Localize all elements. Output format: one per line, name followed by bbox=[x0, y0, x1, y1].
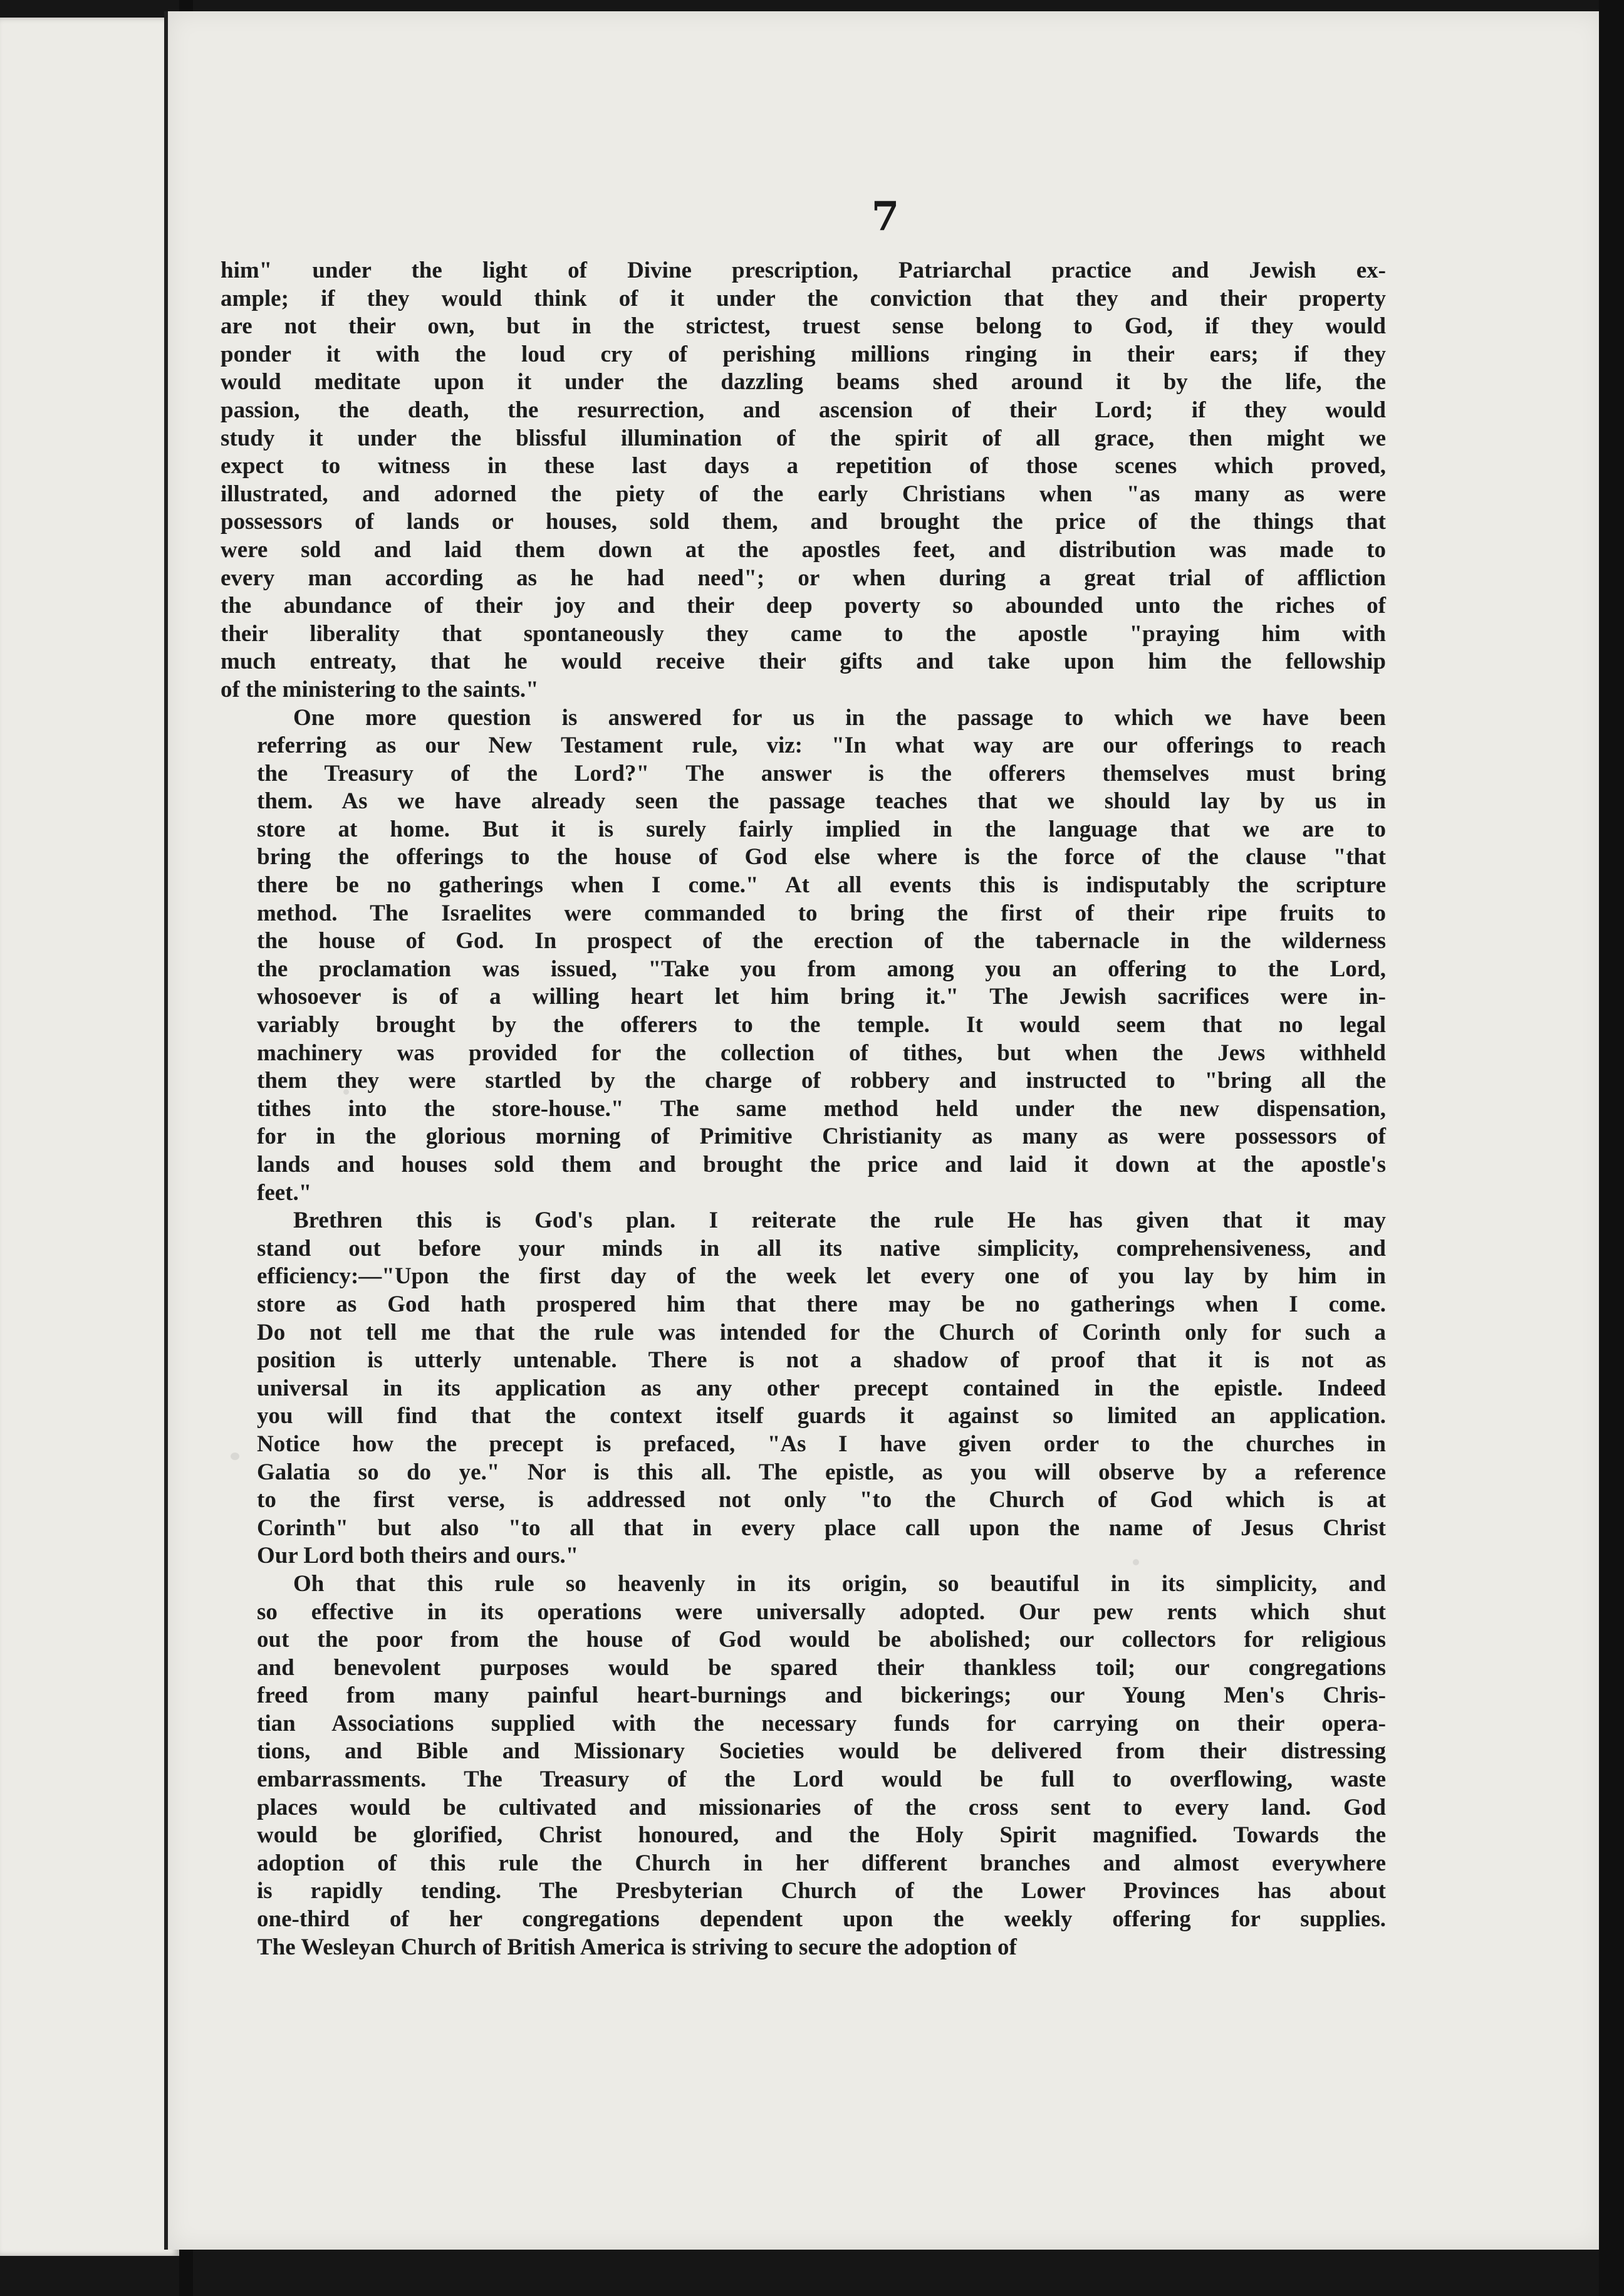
text-line: whosoever is of a willing heart let him bring it." The Jewish sacrifices were in- bbox=[257, 984, 1386, 1010]
text-line: ample; if they would think of it under the conviction that they and their property bbox=[221, 285, 1386, 311]
paragraph bbox=[221, 257, 1386, 704]
body-text bbox=[221, 257, 1386, 1961]
text-line: so effective in its operations were universally adopted. Our pew rents which shut bbox=[257, 1599, 1386, 1625]
text-line: method. The Israelites were commanded to bring the first of their ripe fruits to bbox=[257, 900, 1386, 926]
text-line: Do not tell me that the rule was intended for the Church of Corinth only for such a bbox=[257, 1319, 1386, 1345]
paragraph bbox=[221, 704, 1386, 1208]
text-line: out the poor from the house of God would be abolished; our collectors for religious bbox=[257, 1627, 1386, 1653]
text-line: illustrated, and adorned the piety of the early Christians when "as many as were bbox=[221, 481, 1386, 507]
text-line: The Wesleyan Church of British America is striving to secure the adoption of bbox=[257, 1934, 1017, 1960]
text-line: you will find that the context itself guards it against so limited an application. bbox=[257, 1403, 1386, 1429]
text-line: places would be cultivated and missionaries of the cross sent to every land. God bbox=[257, 1794, 1386, 1820]
text-line: their liberality that spontaneously they came to the apostle "praying him with bbox=[221, 620, 1386, 647]
text-line: stand out before your minds in all its native simplicity, comprehensiveness, and bbox=[257, 1235, 1386, 1261]
text-line: Oh that this rule so heavenly in its origin, so beautiful in its simplicity, and bbox=[293, 1570, 1386, 1597]
text-line: are not their own, but in the strictest, truest sense belong to God, if they would bbox=[221, 313, 1386, 340]
text-line: expect to witness in these last days a repetition of those scenes which proved, bbox=[221, 453, 1386, 479]
text-line: one-third of her congregations dependent upon the weekly offering for supplies. bbox=[257, 1906, 1386, 1933]
text-line: One more question is answered for us in the passage to which we have been bbox=[293, 704, 1386, 731]
text-line: feet." bbox=[257, 1179, 312, 1206]
text-line: Corinth" but also "to all that in every place call upon the name of Jesus Christ bbox=[257, 1515, 1386, 1541]
text-line: ponder it with the loud cry of perishing millions ringing in their ears; if they bbox=[221, 341, 1386, 367]
text-line: embarrassments. The Treasury of the Lord would be full to overflowing, waste bbox=[257, 1766, 1386, 1793]
text-line: and benevolent purposes would be spared their thankless toil; our congregations bbox=[257, 1654, 1386, 1681]
text-line: tithes into the store-house." The same method held under the new dispensation, bbox=[257, 1095, 1386, 1122]
text-line: tian Associations supplied with the necessary funds for carrying on their opera- bbox=[257, 1710, 1386, 1736]
text-line: Brethren this is God's plan. I reiterate the rule He has given that it may bbox=[293, 1208, 1386, 1234]
text-line: to the first verse, is addressed not only "to the Church of God which is at bbox=[257, 1487, 1386, 1513]
text-line: universal in its application as any other precept contained in the epistle. Indeed bbox=[257, 1375, 1386, 1401]
text-line: efficiency:—"Upon the first day of the week let every one of you lay by him in bbox=[257, 1263, 1386, 1290]
text-line: the house of God. In prospect of the erection of the tabernacle in the wilderness bbox=[257, 928, 1386, 954]
text-line: adoption of this rule the Church in her different branches and almost everywhere bbox=[257, 1850, 1386, 1876]
text-line: them. As we have already seen the passage teaches that we should lay by us in bbox=[257, 788, 1386, 815]
text-line: store at home. But it is surely fairly implied in the language that we are to bbox=[257, 816, 1386, 842]
text-line: Notice how the precept is prefaced, "As I have given order to the churches in bbox=[257, 1431, 1386, 1457]
text-line: lands and houses sold them and brought the price and laid it down at the apostle's bbox=[257, 1152, 1386, 1177]
text-line: variably brought by the offerers to the temple. It would seem that no legal bbox=[257, 1012, 1386, 1038]
text-line: the Treasury of the Lord?" The answer is the offerers themselves must bring bbox=[257, 760, 1386, 786]
text-line: would meditate upon it under the dazzling beams shed around it by the life, the bbox=[221, 369, 1386, 395]
right-scan-edge bbox=[1599, 0, 1624, 2296]
text-line: machinery was provided for the collection of tithes, but when the Jews withheld bbox=[257, 1040, 1386, 1066]
text-line: position is utterly untenable. There is not a shadow of proof that it is not as bbox=[257, 1347, 1386, 1374]
page-number: 7 bbox=[871, 193, 900, 240]
text-line: study it under the blissful illumination of the spirit of all grace, then might we bbox=[221, 425, 1386, 451]
text-line: possessors of lands or houses, sold them, and brought the price of the things that bbox=[221, 509, 1386, 535]
text-line: passion, the death, the resurrection, and ascension of their Lord; if they would bbox=[221, 397, 1386, 423]
text-line: referring as our New Testament rule, viz: "In what way are our offerings to reach bbox=[257, 733, 1386, 759]
text-line: bring the offerings to the house of God else where is the force of the clause "that bbox=[257, 844, 1386, 870]
text-line: freed from many painful heart-burnings and bickerings; our Young Men's Chris- bbox=[257, 1683, 1386, 1709]
text-line: is rapidly tending. The Presbyterian Church of the Lower Provinces has about bbox=[257, 1878, 1386, 1904]
text-line: much entreaty, that he would receive their gifts and take upon him the fellowship bbox=[221, 649, 1386, 675]
text-line: Galatia so do ye." Nor is this all. The epistle, as you will observe by a reference bbox=[257, 1459, 1386, 1485]
text-line: the proclamation was issued, "Take you from among you an offering to the Lord, bbox=[257, 956, 1386, 982]
text-line: of the ministering to the saints." bbox=[221, 676, 539, 702]
text-line: the abundance of their joy and their deep poverty so abounded unto the riches of bbox=[221, 593, 1386, 619]
text-line: him" under the light of Divine prescription, Patriarchal practice and Jewish ex- bbox=[221, 258, 1386, 283]
paragraph bbox=[221, 1570, 1386, 1961]
text-line: would be glorified, Christ honoured, and the Holy Spirit magnified. Towards the bbox=[257, 1822, 1386, 1849]
text-line: there be no gatherings when I come." At all events this is indisputably the scripture bbox=[257, 872, 1386, 899]
paragraph bbox=[221, 1207, 1386, 1570]
facing-page-edge bbox=[0, 18, 179, 2256]
text-line: every man according as he had need"; or when during a great trial of affliction bbox=[221, 565, 1386, 591]
text-line: store as God hath prospered him that there may be no gatherings when I come. bbox=[257, 1291, 1386, 1317]
text-line: Our Lord both theirs and ours." bbox=[257, 1543, 579, 1569]
text-line: tions, and Bible and Missionary Societies would be delivered from their distressing bbox=[257, 1738, 1386, 1765]
text-line: were sold and laid them down at the apostles feet, and distribution was made to bbox=[221, 536, 1386, 563]
text-line: them they were startled by the charge of robbery and instructed to "bring all the bbox=[257, 1068, 1386, 1094]
text-line: for in the glorious morning of Primitive Christianity as many as were possessors of bbox=[257, 1124, 1386, 1150]
